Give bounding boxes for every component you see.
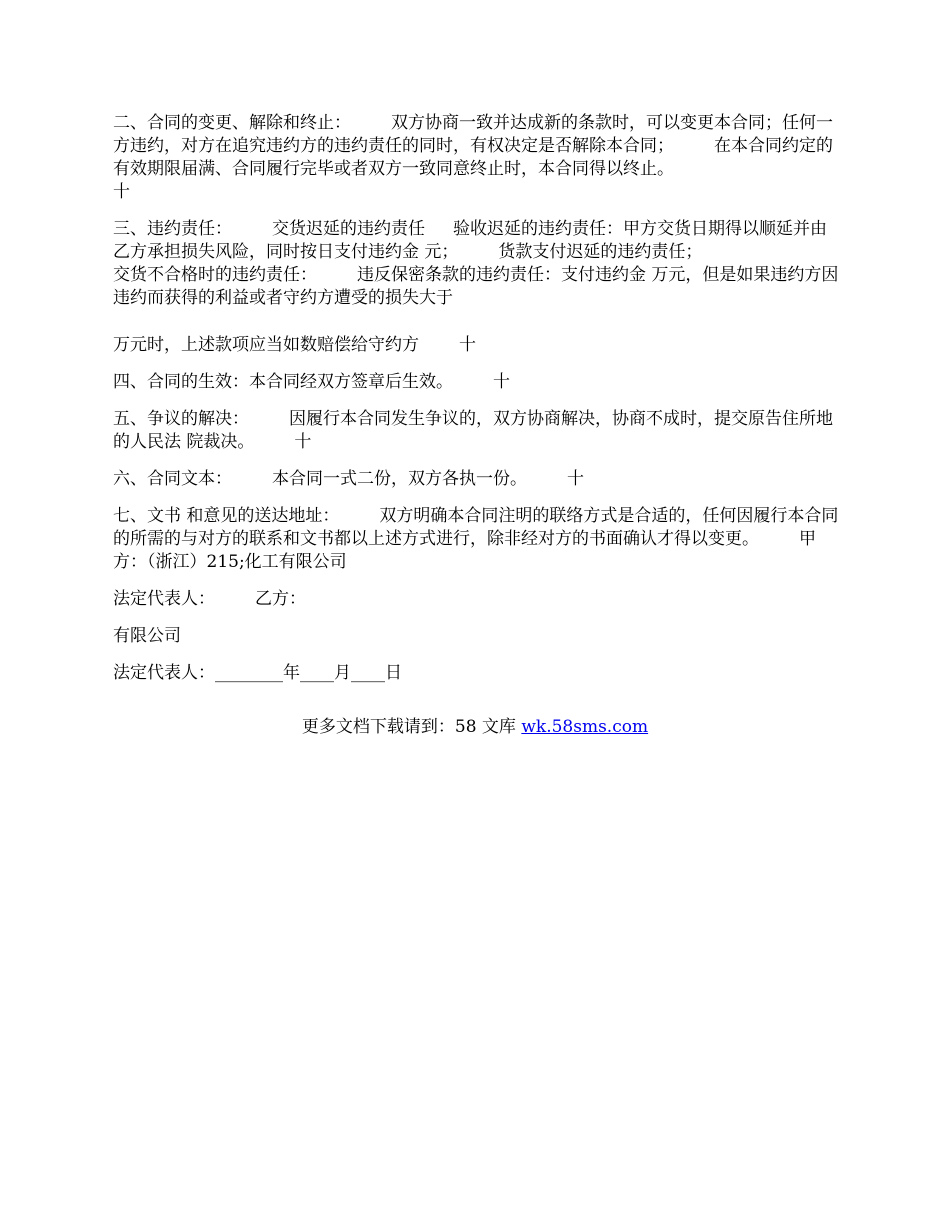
section-3-item5: 违反保密条款的违约责任：支付违约金 万元，但是如果违约方因违约而获得的利益或者守约方遭受的损失大于 — [113, 265, 839, 308]
section-7-heading: 七、文书 和意见的送达地址： — [113, 506, 340, 526]
section-4 — [113, 371, 841, 394]
document-body — [113, 112, 841, 699]
party-b: 乙方： — [255, 589, 306, 609]
section-3 — [113, 218, 841, 310]
section-2-mark: 十 — [113, 182, 130, 202]
section-6-text: 本合同一式二份，双方各执一份。 — [272, 469, 527, 489]
section-7-text: 双方明确本合同注明的联络方式是合适的，任何因履行本合同的所需的与对方的联系和文书都以上述方式进行，除非经对方的书面确认才得以变更。 — [113, 506, 839, 549]
signature-date-line: 法定代表人：________年____月____日 — [113, 663, 402, 683]
section-3-item1: 交货迟延的违约责任 — [272, 219, 425, 239]
section-2-heading: 二、合同的变更、解除和终止： — [113, 113, 351, 133]
section-2 — [113, 112, 841, 204]
section-6 — [113, 468, 841, 491]
section-6-mark: 十 — [567, 469, 584, 489]
section-3-item4: 交货不合格时的违约责任： — [113, 265, 317, 285]
section-2-text2: 在本合同约定的有效期限届满、合同履行完毕或者双方一致同意终止时，本合同得以终止。 — [113, 136, 833, 179]
section-3-mark: 十 — [459, 335, 476, 355]
footer-prefix: 更多文档下载请到：58 文库 — [301, 717, 522, 737]
footer-link[interactable]: wk.58sms.com — [521, 717, 649, 737]
signature-company: 有限公司 — [113, 626, 181, 646]
section-6-heading: 六、合同文本： — [113, 469, 232, 489]
section-3-cont: 万元时，上述款项应当如数赔偿给守约方 — [113, 335, 419, 355]
section-4-text: 四、合同的生效：本合同经双方签章后生效。 — [113, 372, 453, 392]
rep-label: 法定代表人： — [113, 589, 215, 609]
section-3-item2: 验收迟延的违约责任：甲方交货日期得以顺延并由乙方承担损失风险，同时按日支付违约金 元； — [113, 219, 827, 262]
section-7 — [113, 505, 841, 574]
signature-rep-line — [113, 588, 841, 611]
section-5-mark: 十 — [294, 432, 312, 452]
section-3-heading: 三、违约责任： — [113, 219, 232, 239]
section-5-heading: 五、争议的解决： — [113, 409, 249, 429]
section-2-text1: 双方协商一致并达成新的条款时，可以变更本合同；任何一方违约，对方在追究违约方的违约责任的同时，有权决定是否解除本合同； — [113, 113, 833, 156]
footer — [0, 716, 950, 739]
section-5-text: 因履行本合同发生争议的，双方协商解决，协商不成时，提交原告住所地的人民法 院裁决。 — [113, 409, 833, 452]
section-4-mark: 十 — [493, 372, 510, 392]
section-3-continuation — [113, 334, 841, 357]
section-5 — [113, 408, 841, 454]
section-3-item3: 货款支付迟延的违约责任； — [498, 242, 703, 262]
party-a: 甲方：（浙江）215;化工有限公司 — [113, 529, 816, 572]
